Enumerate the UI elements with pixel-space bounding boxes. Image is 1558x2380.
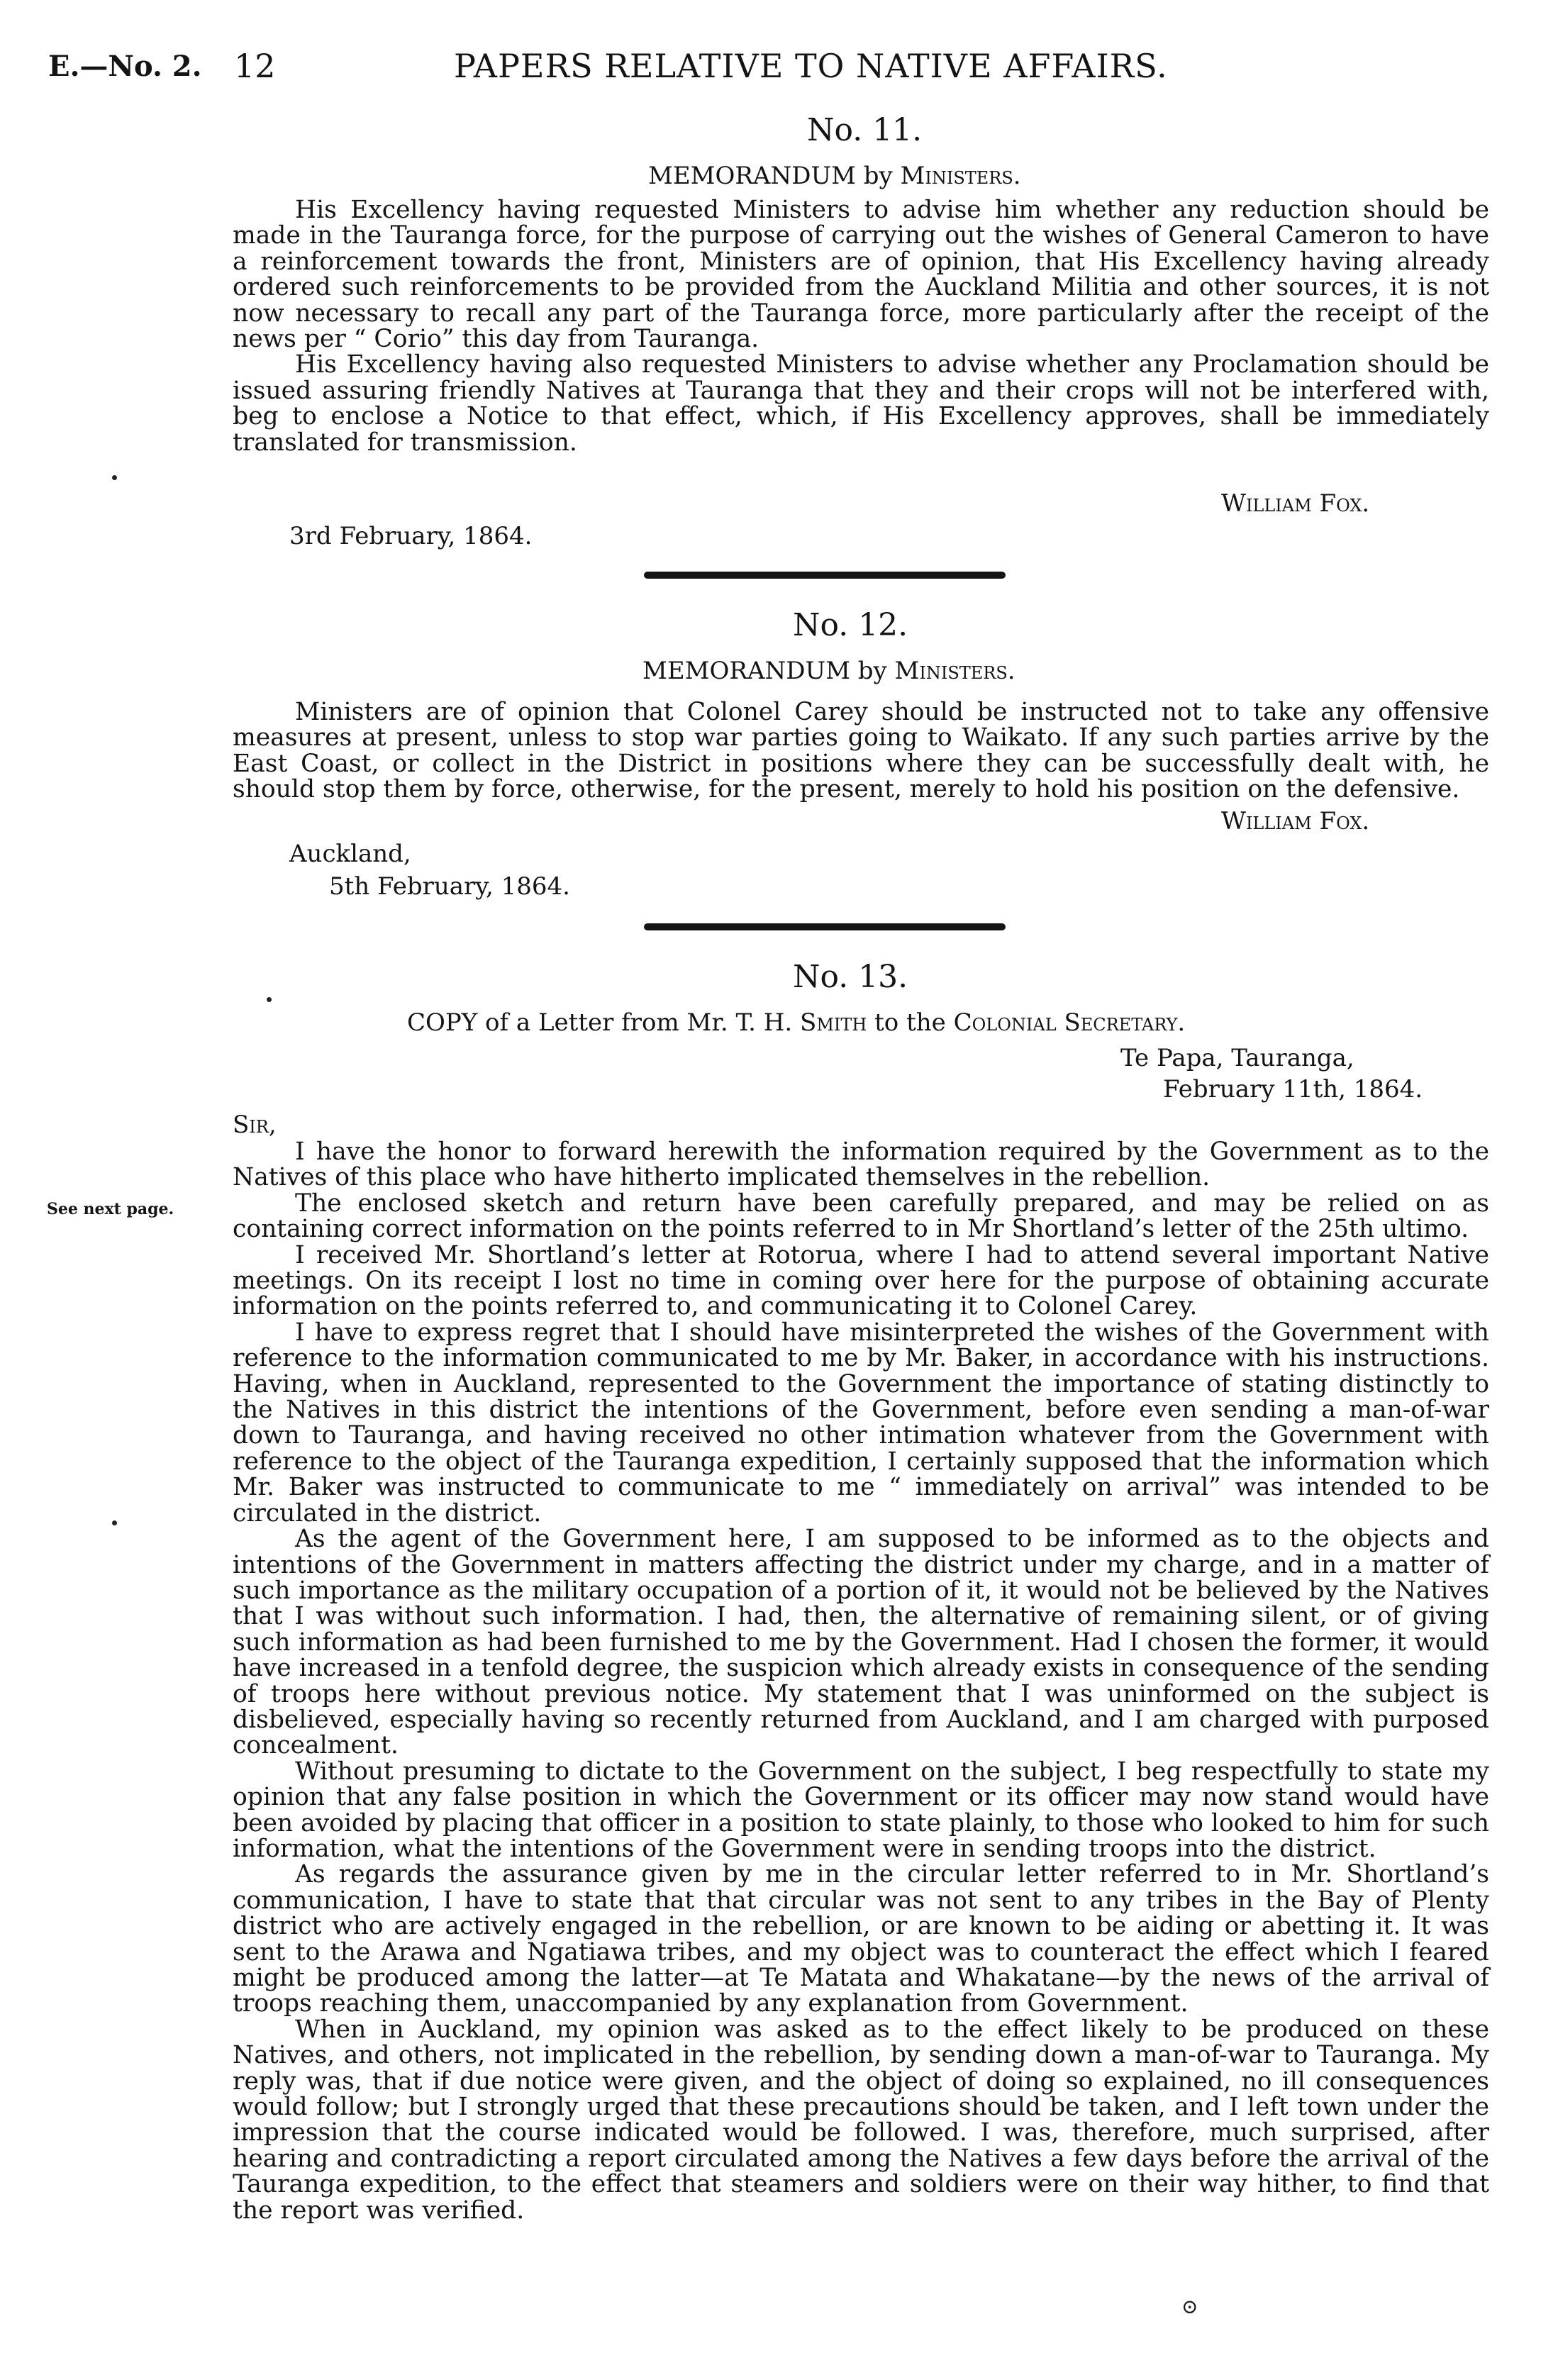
doc11-heading-ministers: Ministers. <box>900 162 1021 190</box>
doc12-date: 5th February, 1864. <box>329 872 570 901</box>
page-number: 12 <box>234 47 276 85</box>
margin-speck <box>267 997 272 1002</box>
doc12-place: Auckland, <box>289 840 411 868</box>
header-reference: E.—No. 2. <box>48 50 202 83</box>
doc13-heading-smith: Smith <box>800 1008 867 1037</box>
doc13-address-line2: February 11th, 1864. <box>1163 1075 1423 1103</box>
doc13-body <box>233 1139 1489 2223</box>
section-divider <box>644 572 1006 579</box>
margin-speck <box>112 475 117 480</box>
doc12-body <box>233 699 1489 803</box>
doc13-heading <box>407 1008 1185 1037</box>
doc13-paragraph: When in Auckland, my opinion was asked as to the effect likely to be produced on these Natives, and others, not implicated in the rebellion, by sending down a man-of-war to Tauranga. My reply was, that if due notice were given, and the object of doing so explained, no ill consequences would follow; but I strongly urged that these precautions should be taken, and I left town under the impression that the course indicated would be followed. I was, therefore, much surprised, after hearing and contradicting a report circulated among the Natives a few days before the arrival of the Tauranga expedition, to the effect that steamers and soldiers were on their way hither, to find that the report was verified. <box>233 2015 1489 2225</box>
doc11-heading-main: MEMORANDUM by <box>648 162 901 190</box>
doc13-address-line1: Te Papa, Tauranga, <box>1120 1044 1354 1072</box>
doc11-paragraph: His Excellency having requested Ministers to advise him whether any reduction should be made in the Tauranga force, for the purpose of carrying out the wishes of General Cameron to have a reinforcement towards the front, Ministers are of opinion, that His Excellency having already ordered such reinforcements to be provided from the Auckland Militia and other sources, it is not now necessary to recall any part of the Tauranga force, more particularly after the receipt of the news per “ Corio” this day from Tauranga. <box>233 196 1489 354</box>
doc13-paragraph: I received Mr. Shortland’s letter at Rotorua, where I had to attend several important Native meetings. On its receipt I lost no time in coming over here for the purpose of obtaining accurate information on the points referred to, and communicating it to Colonel Carey. <box>233 1240 1489 1321</box>
doc12-paragraph: Ministers are of opinion that Colonel Carey should be instructed not to take any offensive measures at present, unless to stop war parties going to Waikato. If any such parties arrive by the East Coast, or collect in the District in positions where they can be successfully dealt with, he should stop them by force, otherwise, for the present, merely to hold his position on the defensive. <box>233 698 1489 804</box>
margin-note: See next page. <box>47 1200 174 1218</box>
doc13-paragraph: I have to express regret that I should have misinterpreted the wishes of the Government with reference to the information communicated to me by Mr. Baker, in accordance with his instructions. Having, when in Auckland, represented to the Government the importance of stating distinctly to the Natives in this district the intentions of the Government, before even sending a man-of-war down to Tauranga, and having received no other intimation whatever from the Government with reference to the object of the Tauranga expedition, I certainly supposed that the information which Mr. Baker was instructed to communicate to me “ immediately on arrival” was intended to be circulated in the district. <box>233 1318 1489 1528</box>
doc13-paragraph: The enclosed sketch and return have been carefully prepared, and may be relied on as containing correct information on the points referred to in Mr Shortland’s letter of the 25th ultimo. <box>233 1189 1489 1244</box>
folio-mark: ⊙ <box>1181 2295 1198 2318</box>
doc13-salutation: Sir, <box>233 1111 277 1139</box>
doc11-date: 3rd February, 1864. <box>289 522 533 550</box>
doc11-body <box>233 197 1489 455</box>
doc12-heading-ministers: Ministers. <box>894 657 1016 685</box>
doc11-number: No. 11. <box>807 112 923 148</box>
section-divider <box>644 923 1006 930</box>
doc11-heading <box>648 162 1021 190</box>
doc13-paragraph: As the agent of the Government here, I am supposed to be informed as to the objects and intentions of the Government in matters affecting the district under my charge, and in a matter of such importance as the military occupation of a portion of it, it would not be believed by the Natives that I was without such information. I had, then, the alternative of remaining silent, or of giving such information as had been furnished to me by the Government. Had I chosen the former, it would have increased in a tenfold degree, the suspicion which already exists in consequence of the sending of troops here without previous notice. My statement that I was uninformed on the subject is disbelieved, especially having so recently returned from Auckland, and I am charged with purposed concealment. <box>233 1525 1489 1760</box>
doc13-heading-secretary: Colonial Secretary. <box>953 1008 1186 1037</box>
doc11-signature: William Fox. <box>1221 489 1370 518</box>
doc13-heading-copy: COPY of a Letter from Mr. T. H. <box>407 1008 801 1037</box>
doc12-number: No. 12. <box>793 607 908 643</box>
doc12-heading <box>642 657 1016 685</box>
doc13-paragraph: Without presuming to dictate to the Government on the subject, I beg respectfully to state my opinion that any false position in which the Government or its officer may now stand would have been avoided by placing that officer in a position to state plainly, to those who looked to him for such information, what the intentions of the Government were in sending troops into the district. <box>233 1757 1489 1863</box>
doc13-paragraph: As regards the assurance given by me in the circular letter referred to in Mr. Shortland’s communication, I have to state that that circular was not sent to any tribes in the Bay of Plenty district who are actively engaged in the rebellion, or are known to be aiding or abetting it. It was sent to the Arawa and Ngatiawa tribes, and my object was to counteract the effect which I feared might be produced among the latter—at Te Matata and Whakatane—by the news of the arrival of troops reaching them, unaccompanied by any explanation from Government. <box>233 1860 1489 2018</box>
page-title: PAPERS RELATIVE TO NATIVE AFFAIRS. <box>454 47 1168 85</box>
doc12-heading-main: MEMORANDUM by <box>642 657 895 685</box>
margin-speck <box>112 1520 117 1525</box>
doc13-heading-to: to the <box>867 1008 954 1037</box>
doc11-paragraph: His Excellency having also requested Ministers to advise whether any Proclamation should be issued assuring friendly Natives at Tauranga that they and their crops will not be interfered with, beg to enclose a Notice to that effect, which, if His Excellency approves, shall be immediately translated for transmission. <box>233 350 1489 457</box>
doc12-signature: William Fox. <box>1221 807 1370 835</box>
doc13-number: No. 13. <box>793 959 908 995</box>
doc13-paragraph: I have the honor to forward herewith the information required by the Government as to the Natives of this place who have hitherto implicated themselves in the rebellion. <box>233 1138 1489 1192</box>
